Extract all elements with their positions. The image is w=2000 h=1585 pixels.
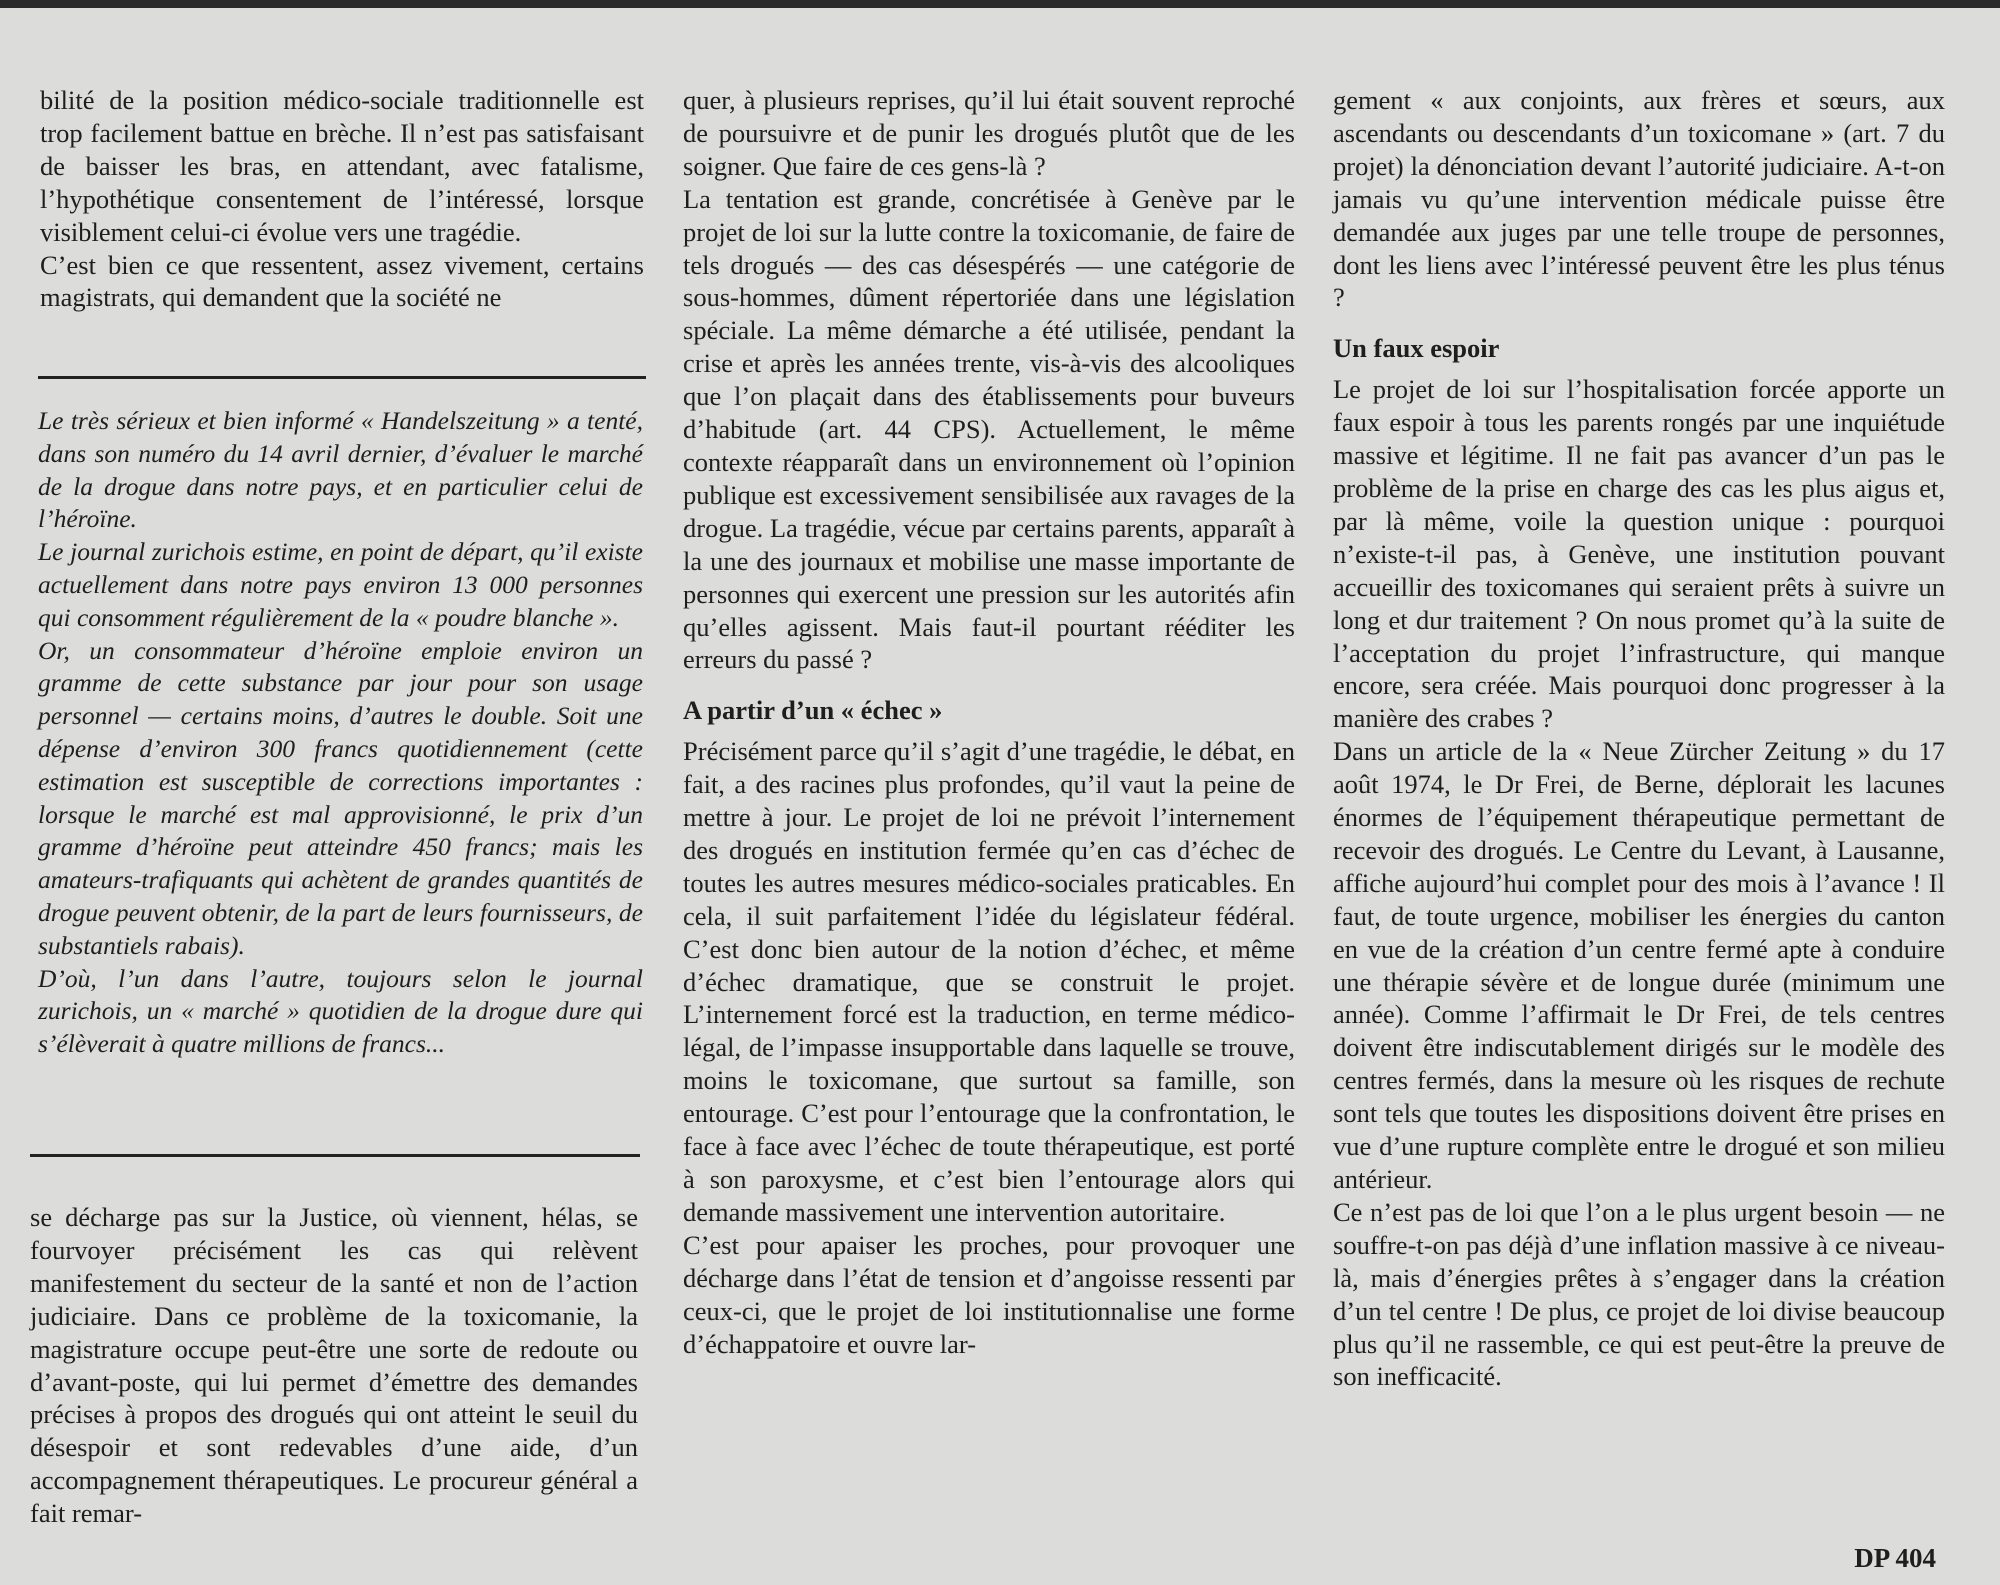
paragraph: quer, à plusieurs reprises, qu’il lui était souvent reproché de poursuivre et de punir les drogués plutôt que de les soigner. Que faire de ces gens-là ? <box>683 85 1295 181</box>
top-border <box>0 0 2000 8</box>
paragraph: Dans un article de la « Neue Zürcher Zeitung » du 17 août 1974, le Dr Frei, de Berne, déplorait les lacunes énormes de l’équipement thérapeutique permettant de recevoir des drogués. Le Centre du Levant, à Lausanne, affiche aujourd’hui complet pour des mois à l’avance ! Il faut, de toute urgence, mobiliser les énergies du canton en vue de la création d’un centre fermé apte à conduire une thérapie sévère et de longue durée (minimum une année). Comme l’affirmait le Dr Frei, de tels centres doivent être indiscutablement dirigés sur le modèle des centres fermés, dans la mesure où les risques de rechute sont tels que toutes les dispositions doivent être prises en vue d’une rupture complète entre le drogué et son milieu antérieur. <box>1333 736 1945 1194</box>
note-paragraph: D’où, l’un dans l’autre, toujours selon le journal zurichois, un « marché » quotidien de la drogue dure qui s’élèverait à quatre millions de francs... <box>38 963 643 1059</box>
box-bottom-rule <box>30 1154 640 1157</box>
paragraph: Ce n’est pas de loi que l’on a le plus urgent besoin — ne souffre-t-on pas déjà d’une inflation massive à ce niveau-là, mais d’énergies prêtes à s’engager dans la création d’un tel centre ! De plus, ce projet de loi divise beaucoup plus qu’il ne rassemble, ce qui est peut-être la preuve de son inefficacité. <box>1333 1196 1945 1392</box>
page-label: DP 404 <box>1854 1543 1936 1573</box>
note-paragraph: Le journal zurichois estime, en point de départ, qu’il existe actuellement dans notre pays environ 13 000 personnes qui consomment régulièrement de la « poudre blanche ». <box>38 537 643 632</box>
paragraph: Précisément parce qu’il s’agit d’une tragédie, le débat, en fait, a des racines plus profondes, qu’il vaut la peine de mettre à jour. Le projet de loi ne prévoit l’internement des drogués en institution fermée qu’en cas d’échec de toutes les autres mesures médico-sociales praticables. En cela, il suit parfaitement l’idée du législateur fédéral. C’est donc bien autour de la notion d’échec, et même d’échec dramatique, que se construit le projet. L’internement forcé est la traduction, en terme médico-légal, de l’impasse insupportable dans laquelle se trouve, moins le toxicomane, que surtout sa famille, son entourage. C’est pour l’entourage que la confrontation, le face à face avec l’échec de toute thérapeutique, est porté à son paroxysme, et c’est bien l’entourage alors qui demande massivement une intervention autoritaire. <box>683 736 1295 1227</box>
note-paragraph: Le très sérieux et bien informé « Handelszeitung » a tenté, dans son numéro du 14 avril dernier, d’évaluer le marché de la drogue dans notre pays, et en particulier celui de l’héroïne. <box>38 406 643 534</box>
column-2 <box>683 84 1295 1360</box>
note-paragraph: Or, un consommateur d’héroïne emploie environ un gramme de cette substance par jour pour son usage personnel — certains moins, d’autres le double. Soit une dépense d’environ 300 francs quotidiennement (cette estimation est susceptible de corrections importantes : lorsque le marché est mal approvisionné, le prix d’un gramme d’héroïne peut atteindre 450 francs; mais les amateurs-trafiquants qui achètent de grandes quantités de drogue peuvent obtenir, de la part de leurs fournisseurs, de substantiels rabais). <box>38 635 643 960</box>
column-3 <box>1333 84 1945 1393</box>
box-top-rule <box>38 376 646 379</box>
paragraph: Le projet de loi sur l’hospitalisation forcée apporte un faux espoir à tous les parents rongés par une inquiétude massive et légitime. Il ne fait pas avancer d’un pas le problème de la prise en charge des cas les plus aigus et, par là même, voile la question unique : pourquoi n’existe-t-il pas, à Genève, une institution pouvant accueillir des toxicomanes qui seraient prêts à suivre un long et dur traitement ? On nous promet qu’à la suite de l’acceptation du projet l’infrastructure, qui manque encore, sera créée. Mais pourquoi donc progresser à la manière des crabes ? <box>1333 374 1945 734</box>
section-heading: Un faux espoir <box>1333 333 1500 364</box>
paragraph: bilité de la position médico-sociale traditionnelle est trop facilement battue en brèche. Il n’est pas satisfaisant de baisser les bras, en attendant, avec fatalisme, l’hypothétique consentement de l’intéressé, lorsque visiblement celui-ci évolue vers une tragédie. <box>40 85 644 247</box>
section-heading: A partir d’un « échec » <box>683 695 943 726</box>
paragraph: C’est bien ce que ressentent, assez vivement, certains magistrats, qui demandent que la société ne <box>40 249 644 313</box>
paragraph: gement « aux conjoints, aux frères et sœurs, aux ascendants ou descendants d’un toxicomane » (art. 7 du projet) la dénonciation devant l’autorité judiciaire. A-t-on jamais vu qu’une intervention médicale puisse être demandée aux juges par une telle troupe de personnes, dont les liens avec l’intéressé peuvent être les plus ténus ? <box>1333 85 1945 313</box>
column-1-bottom <box>30 1201 638 1530</box>
paragraph: C’est pour apaiser les proches, pour provoquer une décharge dans l’état de tension et d’angoisse ressenti par ceux-ci, que le projet de loi institutionnalise une forme d’échappatoire et ouvre lar- <box>683 1229 1295 1359</box>
paragraph: se décharge pas sur la Justice, où viennent, hélas, se fourvoyer précisément les cas qui relèvent manifestement du secteur de la santé et non de l’action judiciaire. Dans ce problème de la toxicomanie, la magistrature occupe peut-être une sorte de redoute ou d’avant-poste, qui lui permet d’émettre des demandes précises à propos des drogués qui ont atteint le seuil du désespoir et sont redevables d’une aide, d’un accompagnement thérapeutiques. Le procureur général a fait remar- <box>30 1202 638 1529</box>
column-1-top <box>40 84 644 314</box>
paragraph: La tentation est grande, concrétisée à Genève par le projet de loi sur la lutte contre la toxicomanie, de faire de tels drogués — des cas désespérés — une catégorie de sous-hommes, dûment répertoriée dans une législation spéciale. La même démarche a été utilisée, pendant la crise et après les années trente, vis-à-vis des alcooliques que l’on plaçait dans des établissements pour buveurs d’habitude (art. 44 CPS). Actuellement, le même contexte réapparaît dans un environnement où l’opinion publique est excessivement sensibilisée aux ravages de la drogue. La tragédie, vécue par certains parents, apparaît à la une des journaux et mobilise une masse importante de personnes qui exercent une pression sur les autorités afin qu’elles agissent. Mais faut-il pourtant rééditer les erreurs du passé ? <box>683 183 1295 675</box>
boxed-note <box>38 405 643 1061</box>
